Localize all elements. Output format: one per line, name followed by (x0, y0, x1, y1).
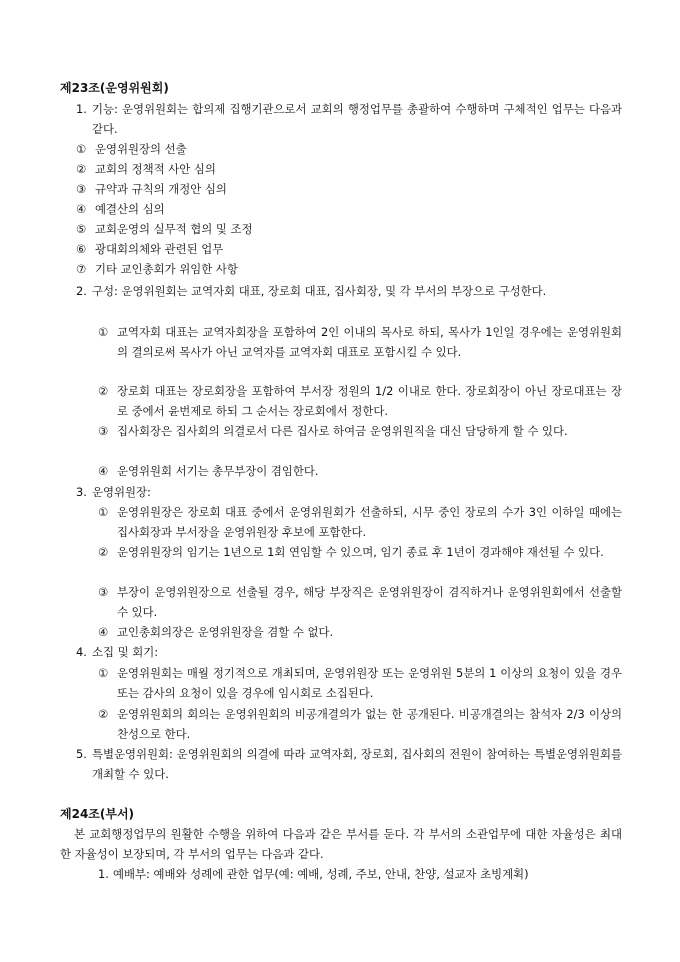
list-item: 규약과 규칙의 개정안 심의 (95, 182, 227, 196)
circled-number: ① (76, 142, 87, 156)
article-24-body: 본 교회행정업무의 원활한 수행을 위하여 다음과 같은 부서를 둔다. 각 부서의 소관업무에 대한 자율성은 최대한 자율성이 보장되며, 각 부서의 업무는 다음과 같다. (60, 827, 622, 861)
list-item: 교인총회의장은 운영위원장을 겸할 수 없다. (117, 625, 334, 639)
meeting-clause: 소집 및 회기: (92, 645, 159, 659)
list-item: 운영위원회는 매월 정기적으로 개최되며, 운영위원장 또는 운영위원 5분의 1 이상의 요청이 있을 경우 또는 감사의 요청이 있을 경우에 임시회로 소집된다. (117, 666, 622, 700)
circled-number: ① (98, 505, 109, 519)
function-clause-text: 기능: 운영위원회는 합의제 집행기관으로서 교회의 행정업무를 총괄하여 수행하며 구체적인 업무는 다음과 같다. (92, 102, 622, 136)
list-item: 장로회 대표는 장로회장을 포함하여 부서장 정원의 1/2 이내로 한다. 장로회장이 아닌 장로대표는 장로 중에서 윤번제로 하되 그 순서는 장로회에서 정한다. (117, 384, 622, 418)
list-item: 운영위원회 서기는 총무부장이 겸임한다. (117, 464, 319, 478)
list-item: 광대회의체와 관련된 업무 (95, 242, 224, 256)
circled-number: ② (98, 545, 109, 559)
circled-number: ⑦ (76, 262, 87, 276)
function-clause (92, 99, 622, 139)
item-number: 1. (98, 867, 109, 881)
list-item: 운영위원장의 임기는 1년으로 1회 연임할 수 있으며, 임기 종료 후 1년이 경과해야 재선될 수 있다. (117, 545, 604, 559)
circled-number: ④ (76, 202, 87, 216)
circled-number: ① (98, 666, 109, 680)
item-number: 2. (76, 284, 87, 298)
item-number: 1. (76, 102, 87, 116)
circled-number: ③ (98, 585, 109, 599)
circled-number: ② (76, 162, 87, 176)
item-number: 5. (76, 747, 87, 761)
list-item: 교역자회 대표는 교역자회장을 포함하여 2인 이내의 목사로 하되, 목사가 1인일 경우에는 운영위원회의 결의로써 목사가 아닌 교역자를 교역자회 대표로 포함시킬 수 있다. (117, 325, 622, 359)
circled-number: ④ (98, 464, 109, 478)
list-item: 집사회장은 집사회의 의결로서 다른 집사로 하여금 운영위원직을 대신 담당하게 할 수 있다. (117, 424, 568, 438)
list-item: 운영위원회의 회의는 운영위원회의 비공개결의가 없는 한 공개된다. 비공개결의는 참석자 2/3 이상의 찬성으로 한다. (117, 707, 622, 741)
list-item: 기타 교인총회가 위임한 사항 (95, 262, 238, 276)
item-number: 3. (76, 485, 87, 499)
worship-department-item: 예배부: 예배와 성례에 관한 업무(예: 예배, 성례, 주보, 안내, 찬양, 설교자 초빙계획) (113, 867, 529, 881)
circled-number: ② (98, 384, 109, 398)
special-committee-clause: 특별운영위원회: 운영위원회의 의결에 따라 교역자회, 장로회, 집사회의 전원이 참여하는 특별운영위원회를 개최할 수 있다. (92, 747, 622, 781)
list-item: 예결산의 심의 (95, 202, 165, 216)
item-number: 4. (76, 645, 87, 659)
circled-number: ⑥ (76, 242, 87, 256)
circled-number: ② (98, 707, 109, 721)
list-item: 부장이 운영위원장으로 선출될 경우, 해당 부장직은 운영위원장이 겸직하거나 운영위원회에서 선출할 수 있다. (117, 585, 622, 619)
circled-number: ① (98, 325, 109, 339)
circled-number: ③ (76, 182, 87, 196)
list-item: 운영위원장의 선출 (95, 142, 187, 156)
chair-clause: 운영위원장: (92, 485, 151, 499)
list-item: 운영위원장은 장로회 대표 중에서 운영위원회가 선출하되, 시무 중인 장로의 수가 3인 이하일 때에는 집사회장과 부서장을 운영위원장 후보에 포함한다. (117, 505, 622, 539)
circled-number: ④ (98, 625, 109, 639)
list-item: 교회운영의 실무적 협의 및 조정 (95, 222, 253, 236)
circled-number: ③ (98, 424, 109, 438)
composition-clause: 구성: 운영위원회는 교역자회 대표, 장로회 대표, 집사회장, 및 각 부서의 부장으로 구성한다. (92, 284, 547, 298)
list-item: 교회의 정책적 사안 심의 (95, 162, 216, 176)
article-24-heading: 제24조(부서) (60, 807, 135, 821)
circled-number: ⑤ (76, 222, 87, 236)
article-23-heading: 제23조(운영위원회) (60, 81, 169, 95)
